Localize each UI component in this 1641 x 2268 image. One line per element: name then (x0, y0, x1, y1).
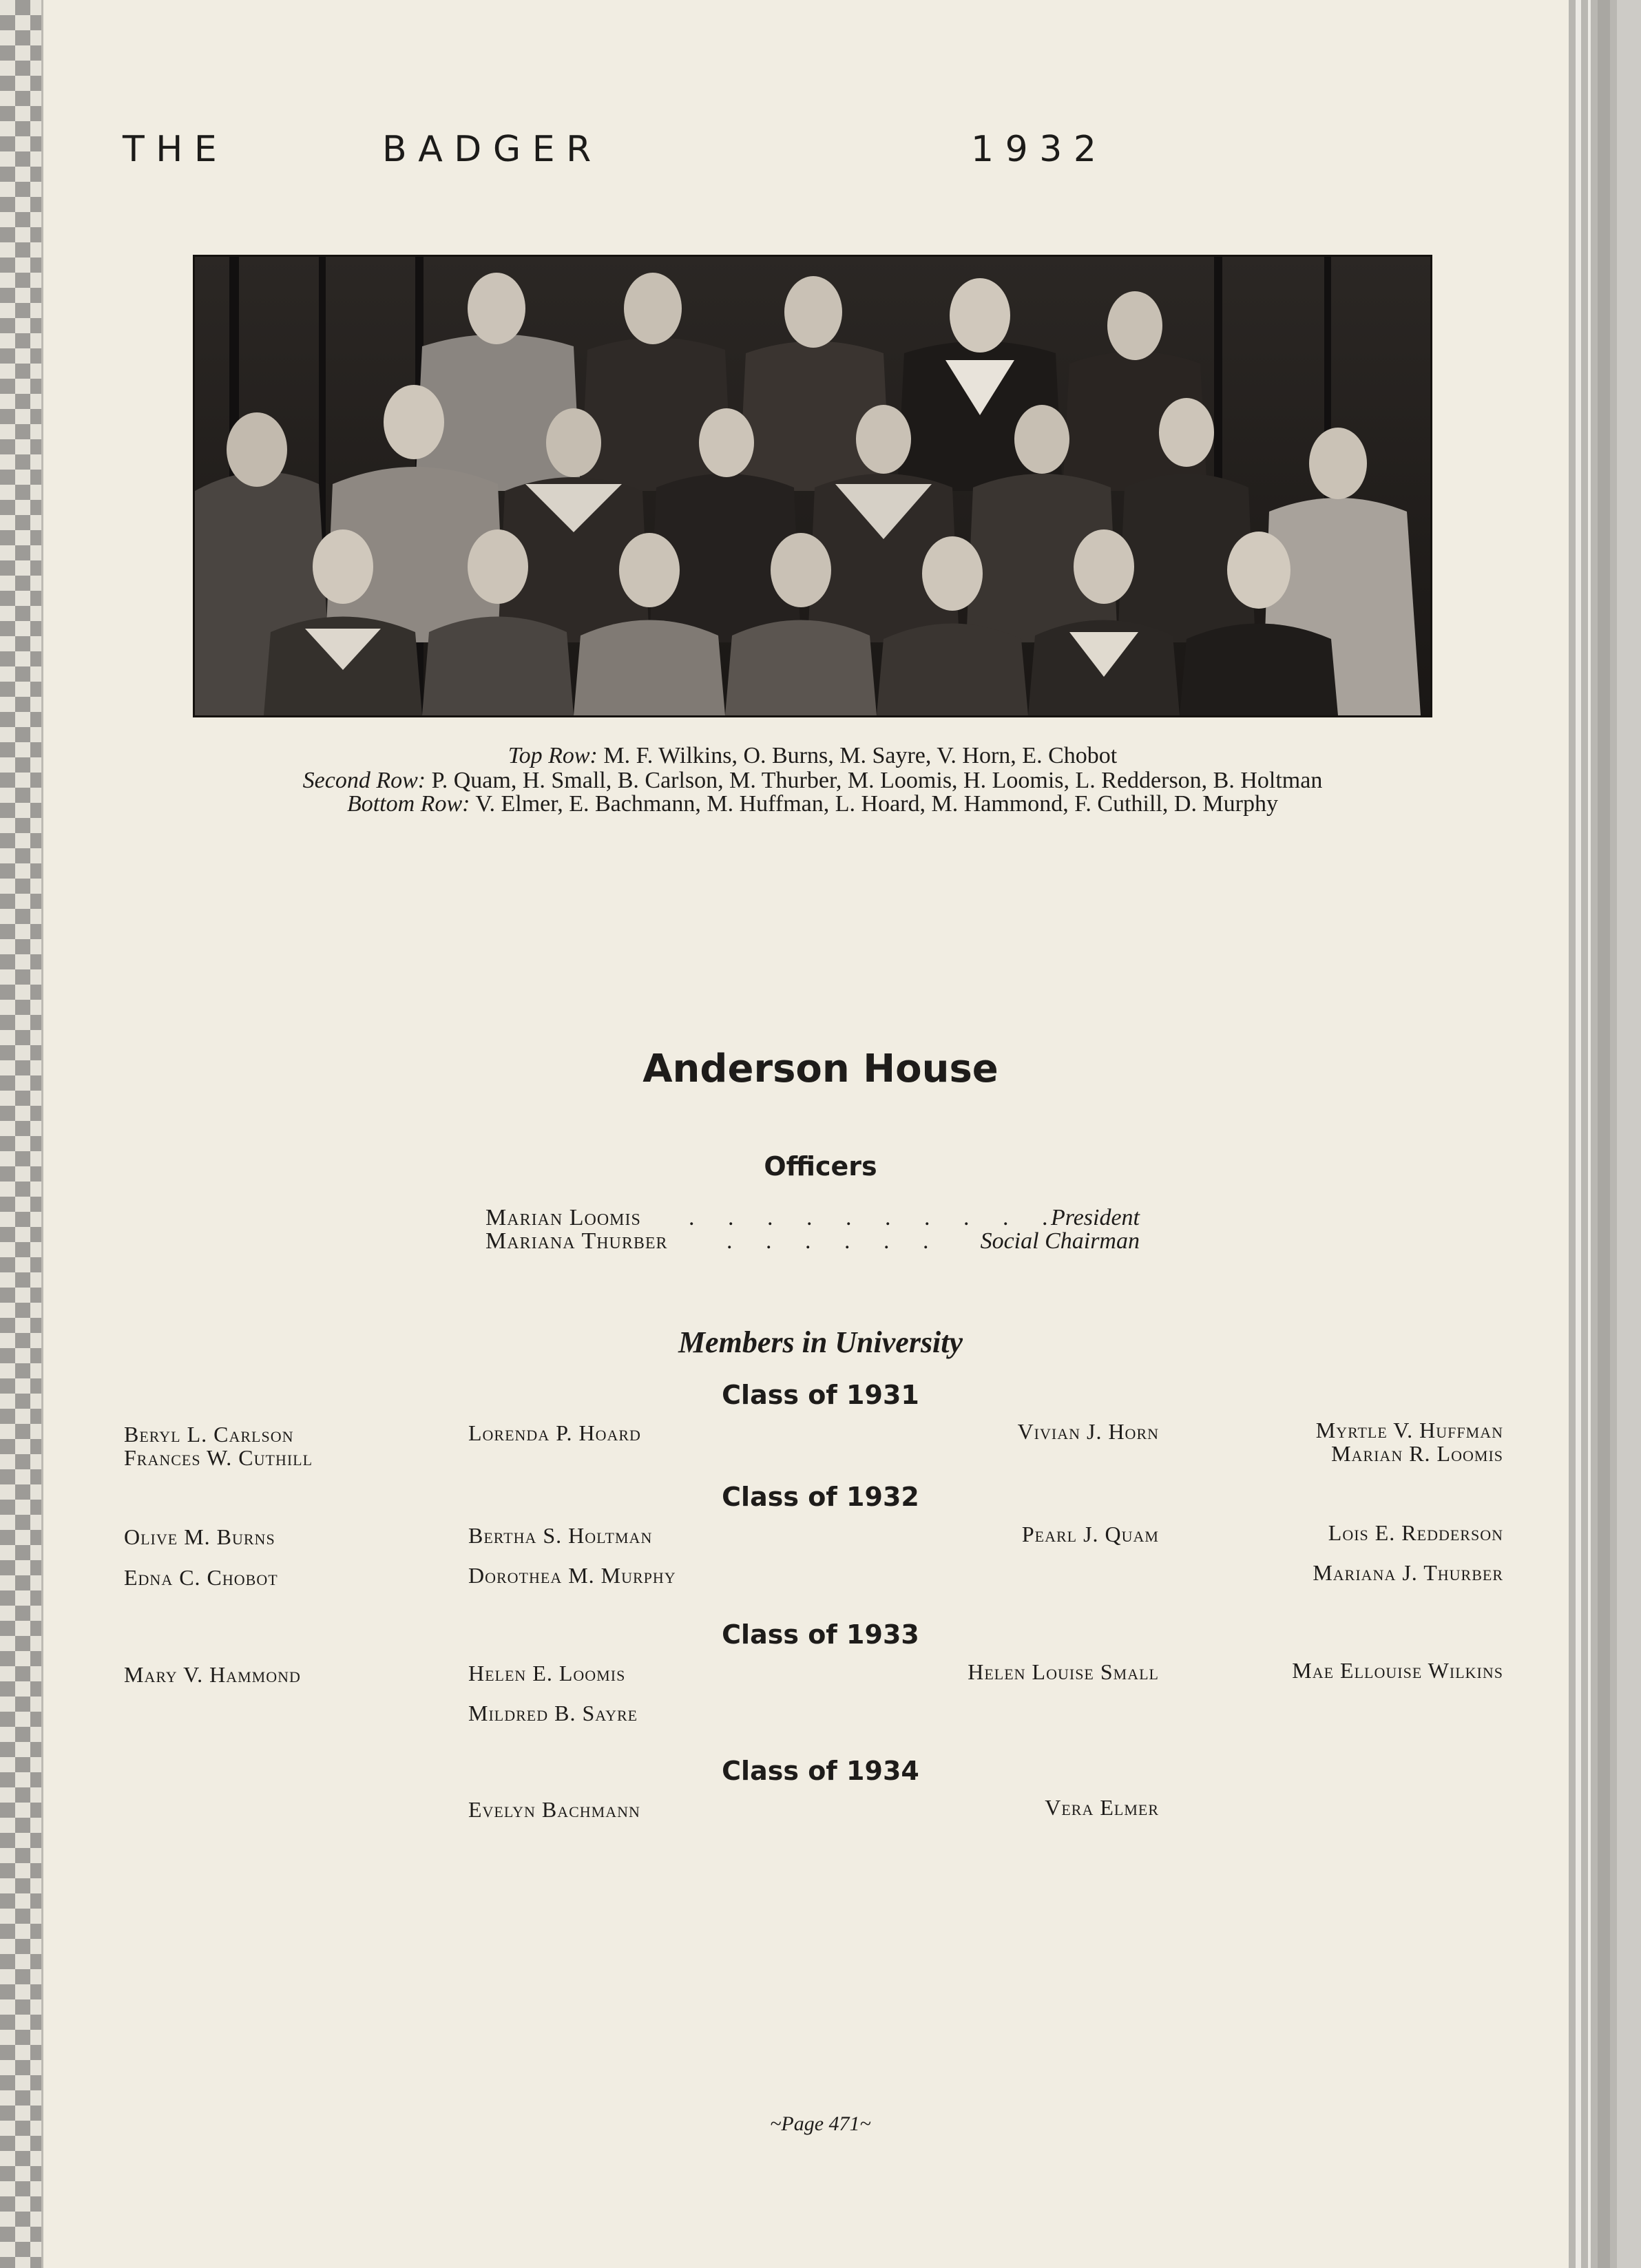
caption-second-label: Second Row: (302, 768, 426, 793)
left-decorative-border (0, 0, 41, 2268)
running-header-year: 1 9 3 2 (971, 129, 1096, 170)
members-heading: Members in University (678, 1325, 963, 1359)
member-name: Helen Louise Small (968, 1659, 1159, 1684)
class-1932-heading: Class of 1932 (722, 1482, 919, 1512)
class-1933-heading: Class of 1933 (722, 1619, 919, 1650)
caption-bottom-row (193, 792, 1432, 817)
page-title: Anderson House (642, 1047, 999, 1091)
member-name: Lois E. Redderson (1328, 1520, 1503, 1545)
member-name: Pearl J. Quam (1021, 1522, 1159, 1546)
member-name: Mary V. Hammond (124, 1662, 301, 1687)
officer-title-1: President (1050, 1205, 1140, 1230)
member-name: Olive M. Burns (124, 1524, 275, 1549)
officer-dots-2: . . . . . . (727, 1228, 943, 1254)
member-name: Mariana J. Thurber (1313, 1560, 1503, 1585)
member-name: Frances W. Cuthill (124, 1445, 313, 1470)
page-number: ~Page 471~ (770, 2112, 871, 2135)
class-1934-heading: Class of 1934 (722, 1756, 919, 1786)
member-name: Vivian J. Horn (1017, 1419, 1159, 1444)
officer-name-1: Marian Loomis (485, 1205, 641, 1230)
caption-bottom-names: V. Elmer, E. Bachmann, M. Huffman, L. Hoard, M. Hammond, F. Cuthill, D. Murphy (475, 791, 1279, 817)
group-photo (193, 255, 1432, 717)
caption-top-row (193, 744, 1432, 768)
group-photo-figures (195, 257, 1430, 715)
member-name: Evelyn Bachmann (468, 1797, 640, 1822)
left-border-rule (41, 0, 43, 2268)
caption-top-names: M. F. Wilkins, O. Burns, M. Sayre, V. Horn, E. Chobot (603, 743, 1118, 768)
member-name: Bertha S. Holtman (468, 1523, 653, 1548)
member-name: Dorothea M. Murphy (468, 1563, 676, 1588)
caption-second-row (193, 768, 1432, 793)
member-name: Lorenda P. Hoard (468, 1420, 641, 1445)
member-name: Beryl L. Carlson (124, 1422, 294, 1447)
member-name: Mildred B. Sayre (468, 1701, 638, 1725)
running-header-the: T H E (123, 129, 217, 170)
member-name: Marian R. Loomis (1331, 1441, 1503, 1466)
member-name: Mae Ellouise Wilkins (1292, 1658, 1503, 1683)
right-decorative-border (1569, 0, 1641, 2268)
class-1931-heading: Class of 1931 (722, 1380, 919, 1410)
caption-bottom-label: Bottom Row: (346, 791, 470, 817)
member-name: Myrtle V. Huffman (1315, 1418, 1503, 1442)
running-header-badger: B A D G E R (382, 129, 592, 170)
caption-second-names: P. Quam, H. Small, B. Carlson, M. Thurber, M. Loomis, H. Loomis, L. Redderson, B. Holtman (431, 768, 1323, 793)
officer-title-2: Social Chairman (980, 1228, 1140, 1254)
caption-top-label: Top Row: (508, 743, 598, 768)
officers-heading: Officers (764, 1151, 877, 1182)
member-name: Vera Elmer (1045, 1795, 1159, 1820)
member-name: Edna C. Chobot (124, 1565, 278, 1590)
member-name: Helen E. Loomis (468, 1661, 626, 1686)
officer-dots-1: . . . . . . . . . . (689, 1205, 1062, 1230)
officer-name-2: Mariana Thurber (485, 1228, 668, 1254)
